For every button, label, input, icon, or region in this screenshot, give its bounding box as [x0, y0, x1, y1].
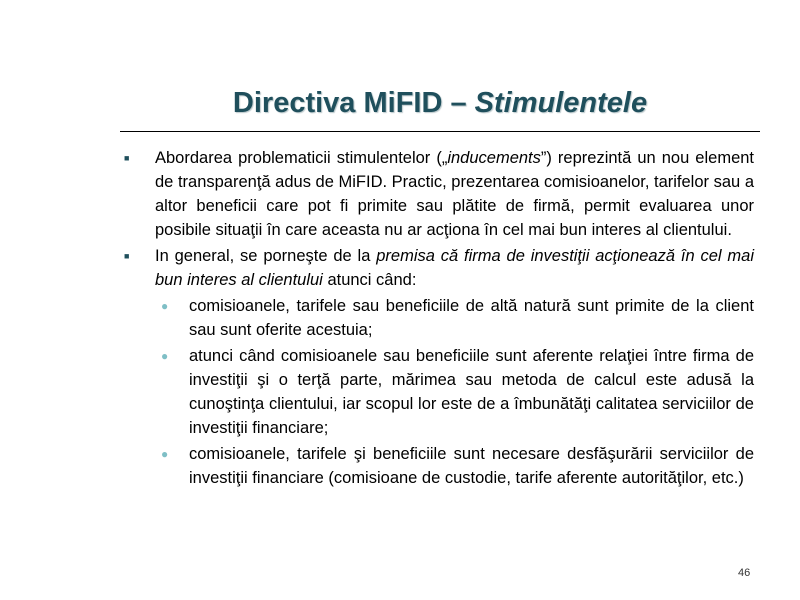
bullet-text	[155, 244, 754, 292]
dot-bullet-icon: ●	[161, 447, 169, 461]
dot-bullet-icon: ●	[161, 349, 169, 363]
bullet-text	[155, 146, 754, 242]
bullet-item	[124, 146, 754, 242]
dot-bullet-icon: ●	[161, 299, 169, 313]
slide-title-italic: Stimulentele	[474, 87, 648, 119]
sub-bullet-item	[161, 294, 754, 342]
sub-bullet-text: comisioanele, tarifele sau beneficiile de altă natură sunt primite de la client sau sunt oferite acestuia;	[189, 297, 754, 339]
slide-title-main: Directiva MiFID –	[232, 87, 475, 119]
square-bullet-icon: ■	[124, 251, 130, 261]
sub-bullet-item	[161, 344, 754, 440]
bullet-text-part: ”) reprezintă un nou element de transparenţă adus de MiFID. Practic, prezentarea comisioanelor, tarifelor sau a altor beneficii care pot fi primite sau plătite de firmă, permit evaluarea unor posibile situaţii în care aceasta nu ar acţiona în cel mai bun interes al clientului.	[155, 149, 755, 239]
bullet-text-part: atunci când:	[322, 271, 417, 289]
sub-bullet-item	[161, 442, 754, 490]
square-bullet-icon: ■	[124, 153, 130, 163]
slide-title	[120, 84, 760, 122]
bullet-item	[124, 244, 754, 292]
slide-content	[124, 146, 754, 492]
bullet-text-part: In general, se porneşte de la	[155, 247, 377, 265]
title-divider	[120, 131, 760, 132]
bullet-text-emphasis: premisa că firma de investiţii acţionează în cel mai bun interes al clientului	[155, 247, 754, 289]
bullet-text-part: Abordarea problematicii stimulentelor („	[155, 149, 448, 167]
page-number: 46	[738, 567, 751, 579]
sub-bullet-text: comisioanele, tarifele şi beneficiile sunt necesare desfăşurării serviciilor de investiţii financiare (comisioane de custodie, tarife aferente autorităţilor, etc.)	[189, 445, 754, 487]
sub-bullet-text: atunci când comisioanele sau beneficiile sunt aferente relaţiei între firma de investiţii şi o terţă parte, mărimea sau metoda de calcul este adusă la cunoştinţa clientului, iar scopul lor este de a îmbunătăţi calitatea serviciilor de investiţii financiare;	[189, 347, 754, 437]
bullet-text-emphasis: inducements	[447, 149, 541, 167]
